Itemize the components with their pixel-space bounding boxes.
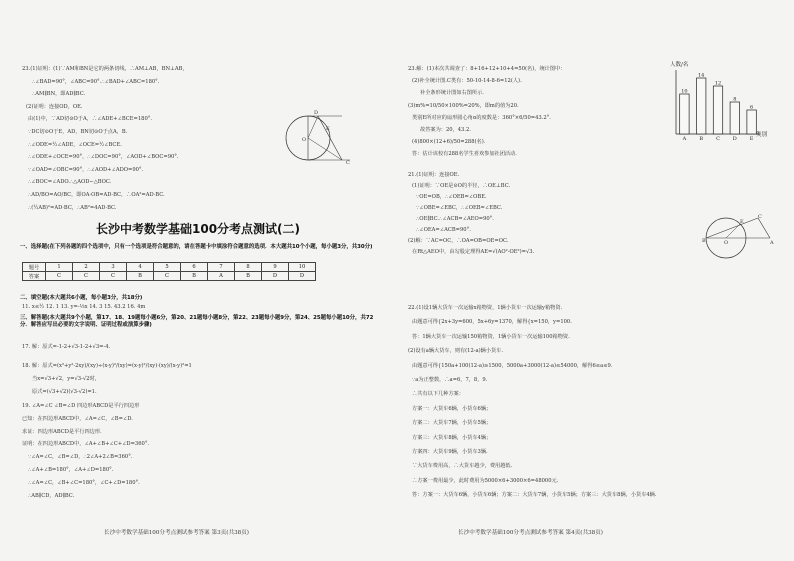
text-line: 22.(1)设1辆大货车一次运输x箱物资，1辆小货车一次运输y箱物资. bbox=[408, 305, 563, 311]
text-line: 方案二：大货车7辆，小货车5辆； bbox=[412, 420, 492, 427]
text-line: ∵DC切⊙O于E，AD，BN切⊙O于点A，B. bbox=[28, 129, 128, 135]
text-line: 已知：在四边形ABCD中，∠A=∠C，∠B=∠D. bbox=[22, 415, 133, 422]
text-line: ∴共有以下几种方案： bbox=[412, 391, 464, 398]
text-line: ∴∠BAD=90°，∠ABC=90°.∴∠BAD+∠ABC=180°. bbox=[32, 78, 160, 85]
table-cell: B bbox=[181, 272, 208, 281]
table-cell: C bbox=[154, 272, 181, 281]
text-line: ∴∠A=∠C，∠B+∠C=180°，∠C+∠D=180°. bbox=[28, 479, 140, 486]
chart-ylabel: 人数/名 bbox=[670, 62, 689, 68]
bar-value-label: 12 bbox=[714, 80, 722, 87]
svg-text:C: C bbox=[758, 214, 762, 220]
svg-text:B: B bbox=[702, 238, 706, 244]
text-line: 方案四：大货车9辆，小货车3辆. bbox=[412, 449, 488, 455]
table-cell: 9 bbox=[262, 263, 289, 272]
text-line: 21.(1)证明：连接OE. bbox=[408, 172, 460, 178]
table-cell: 7 bbox=[208, 263, 235, 272]
choice-section-heading: 一、选择题(在下列各题的四个选项中，只有一个选项是符合题意的，请在答题卡中填涂符合题意的选项．本大题共10个小题，每小题3分，共30分) bbox=[20, 244, 373, 250]
text-line: ∵∠OAD=∠OBC=90°，∴∠AOD+∠ADO=90°. bbox=[28, 166, 144, 173]
text-line: 类别E所对应的扇形圆心角α的度数是：360°×6/50=43.2°. bbox=[412, 114, 551, 121]
text-line: ∴(½AB)²=AD·BC，∴AB²=4AD·BC. bbox=[28, 204, 117, 211]
text-line: 由题意可得{2x+3y=600，5x+6y=1370，解得{x=150，y=100. bbox=[412, 319, 572, 326]
table-cell: 1 bbox=[46, 263, 73, 272]
text-line: 23.解：(1)本次共调查了：8+16+12+10+4=50(名)，统计图中： bbox=[408, 66, 566, 72]
category-label: A bbox=[682, 136, 687, 142]
svg-text:C: C bbox=[346, 160, 350, 166]
text-line: 23.(1)证明：(1)∵AM和BN是它的两条切线，∴AM⊥AB，BN⊥AB， bbox=[22, 66, 188, 72]
bar-value-label: 14 bbox=[698, 72, 705, 79]
category-label: B bbox=[699, 136, 704, 142]
right-page bbox=[404, 0, 776, 561]
table-cell: C bbox=[46, 272, 73, 281]
text-line: ∴OE∥BC.∴∠ACB=∠AEO=90°. bbox=[416, 216, 494, 222]
svg-text:A: A bbox=[770, 240, 774, 246]
bar-B bbox=[696, 78, 705, 134]
text-line: 在Rt△AEO中，由勾股定理得AE=√(AO²-OE²)=√3. bbox=[412, 249, 535, 255]
text-line: 答：1辆大货车一次运输150箱物资，1辆小货车一次运输100箱物资. bbox=[412, 333, 570, 340]
text-line: 由题意可得{150a+100(12-a)≥1500，5000a+3000(12-a)≤54000，解得6≤a≤9. bbox=[412, 362, 613, 369]
fill-answers: 11. x≤½ 12. 1 13. y=-⅓x 14. 3 15. 43.2 16. 4m bbox=[22, 304, 146, 310]
circle-tangent-figure bbox=[280, 108, 360, 168]
table-cell: C bbox=[100, 272, 127, 281]
text-line: ∵大货车费用高，∴大货车越少，费用越低. bbox=[412, 463, 513, 470]
q21-circle-figure bbox=[694, 212, 776, 260]
bar-value-label: 6 bbox=[750, 104, 754, 111]
table-cell: 3 bbox=[100, 263, 127, 272]
text-line: ∵∠A=∠C，∠B=∠D，∴2∠A+2∠B=360°. bbox=[28, 454, 133, 461]
table-cell: D bbox=[262, 272, 289, 281]
q17-answer: 17. 解：原式=-1-2+√3-1-2+√3=-4. bbox=[22, 344, 111, 350]
text-line: (3)m%=10/50×100%=20%，即m的值为20. bbox=[408, 102, 519, 109]
text-line: ∵a为正整数，∴a=6，7，8，9. bbox=[412, 377, 488, 383]
text-line: ∵OE=OB，∴∠OEB=∠OBE. bbox=[416, 194, 487, 200]
text-line: ∴∠OEA=∠ACB=90°. bbox=[416, 227, 471, 233]
text-line: ∴∠BOC=∠ADO.∴△AOD∽△BOC. bbox=[28, 179, 112, 186]
text-line: ∵∠OBE=∠EBC，∴∠OEB=∠EBC. bbox=[416, 205, 503, 211]
table-cell: B bbox=[127, 272, 154, 281]
text-line: 方案一：大货车6辆，小货车6辆； bbox=[412, 405, 492, 412]
bar-value-label: 10 bbox=[681, 88, 688, 95]
text-line: (2)证明：连接OD，OE. bbox=[26, 103, 83, 110]
test-title: 长沙中考数学基础100分考点测试(二) bbox=[96, 222, 301, 236]
table-cell: A bbox=[208, 272, 235, 281]
table-cell: 10 bbox=[289, 263, 316, 272]
text-line: 19. ∠A=∠C ∠B=∠D 四边形ABCD是平行四边形 bbox=[22, 403, 140, 409]
svg-text:E: E bbox=[740, 219, 744, 225]
bar-D bbox=[730, 102, 739, 134]
svg-text:D: D bbox=[314, 110, 319, 116]
text-line: 答：估计该校有288名学生喜欢参加社团活动. bbox=[412, 151, 517, 158]
table-cell: D bbox=[289, 272, 316, 281]
category-label: C bbox=[716, 136, 720, 142]
category-label: E bbox=[749, 136, 754, 142]
text-line: 答：方案一：大货车6辆，小货车6辆；方案二：大货车7辆，小货车5辆；方案三：大货车8辆，小货车4辆. bbox=[412, 492, 657, 499]
svg-text:E: E bbox=[326, 126, 330, 132]
text-line: ∴AM∥BN，即AD∥BC. bbox=[32, 91, 86, 98]
left-page bbox=[18, 0, 390, 561]
table-cell: 8 bbox=[235, 263, 262, 272]
text-line: (2)补全统计图.C类有：50-10-14-8-6=12(人). bbox=[412, 78, 522, 85]
solve-section-heading: 三、解答题(本大题共9个小题，第17、18、19题每小题6分，第20、21题每小题8分，第22、23题每小题9分，第24、25题每小题10分，共72分．解答应写出必要的文字说明、证明过程或演算步骤) bbox=[20, 315, 374, 328]
table-header-label: 题号 bbox=[23, 263, 46, 272]
right-footer: 长沙中考数学基础100分考点测试参考答案 第4页(共38页) bbox=[458, 530, 603, 536]
table-cell: B bbox=[235, 272, 262, 281]
chart-xlabel: 类别 bbox=[756, 132, 768, 138]
text-line: (1)证明：∵OE是⊙O的半径，∴OE⊥BC. bbox=[412, 183, 511, 189]
text-line: 由(1)中，∵AD切⊙O于A，∴∠ADE+∠BCE=180°. bbox=[28, 116, 152, 123]
text-line: ∴方案一费用最少，此时费用为5000×6+3000×6=48000元. bbox=[412, 477, 559, 484]
bar-A bbox=[680, 94, 689, 134]
fill-section-heading: 二、填空题(本大题共6小题，每小题3分，共18分) bbox=[20, 295, 143, 301]
text-line: (2)解：∵AC=OC，∴OA=OB=OE=OC. bbox=[408, 238, 509, 244]
text-line: 原式=(√3+√2)(√3-√2)=1. bbox=[32, 389, 97, 395]
bar-chart bbox=[664, 58, 774, 146]
text-line: ∴AD/BO=AO/BC，即OA·OB=AD·BC，∴OA²=AD·BC. bbox=[28, 192, 165, 198]
text-line: 求证：四边形ABCD是平行四边形. bbox=[22, 428, 102, 435]
text-line: ∴AB∥CD，AD∥BC. bbox=[28, 492, 75, 499]
table-answer-label: 答案 bbox=[23, 272, 46, 281]
text-line: 证明：在四边形ABCD中，∠A+∠B+∠C+∠D=360°. bbox=[22, 441, 150, 448]
table-cell: C bbox=[73, 272, 100, 281]
table-cell: 2 bbox=[73, 263, 100, 272]
text-line: 18. 解：原式=(x²+y²-2xy)/(xy)÷(x-y)²/(xy)=(x-y)²/(xy)·(xy)/(x-y)²=1 bbox=[22, 363, 192, 369]
answer-table bbox=[22, 262, 316, 281]
table-cell: 6 bbox=[181, 263, 208, 272]
bar-E bbox=[747, 110, 756, 134]
table-cell: 4 bbox=[127, 263, 154, 272]
text-line: 方案三：大货车8辆，小货车4辆； bbox=[412, 434, 492, 441]
text-line: ∴∠ODE=½∠ADE，∠OCE=½∠BCE. bbox=[28, 141, 122, 148]
svg-text:O: O bbox=[724, 240, 729, 246]
text-line: (4)800×(12+6)/50=288(名). bbox=[412, 139, 486, 146]
text-line: (2)设有a辆大货车，则有(12-a)辆小货车. bbox=[408, 348, 504, 355]
bar-C bbox=[713, 86, 722, 134]
text-line: 故答案为：20，43.2. bbox=[420, 127, 471, 133]
svg-text:O: O bbox=[302, 137, 307, 143]
text-line: ∴∠A+∠B=180°，∠A+∠D=180°. bbox=[28, 467, 114, 473]
category-label: D bbox=[732, 136, 737, 142]
text-line: 补全条形统计图如右图所示. bbox=[420, 90, 484, 97]
table-cell: 5 bbox=[154, 263, 181, 272]
bar-value-label: 8 bbox=[733, 96, 737, 103]
text-line: ∴∠ODE+∠OCE=90°，∴∠DOC=90°，∠AOD+∠BOC=90°. bbox=[28, 154, 179, 161]
left-footer: 长沙中考数学基础100分考点测试参考答案 第3页(共38页) bbox=[104, 530, 249, 536]
text-line: 当x=√3+√2，y=√3-√2时， bbox=[32, 376, 100, 382]
